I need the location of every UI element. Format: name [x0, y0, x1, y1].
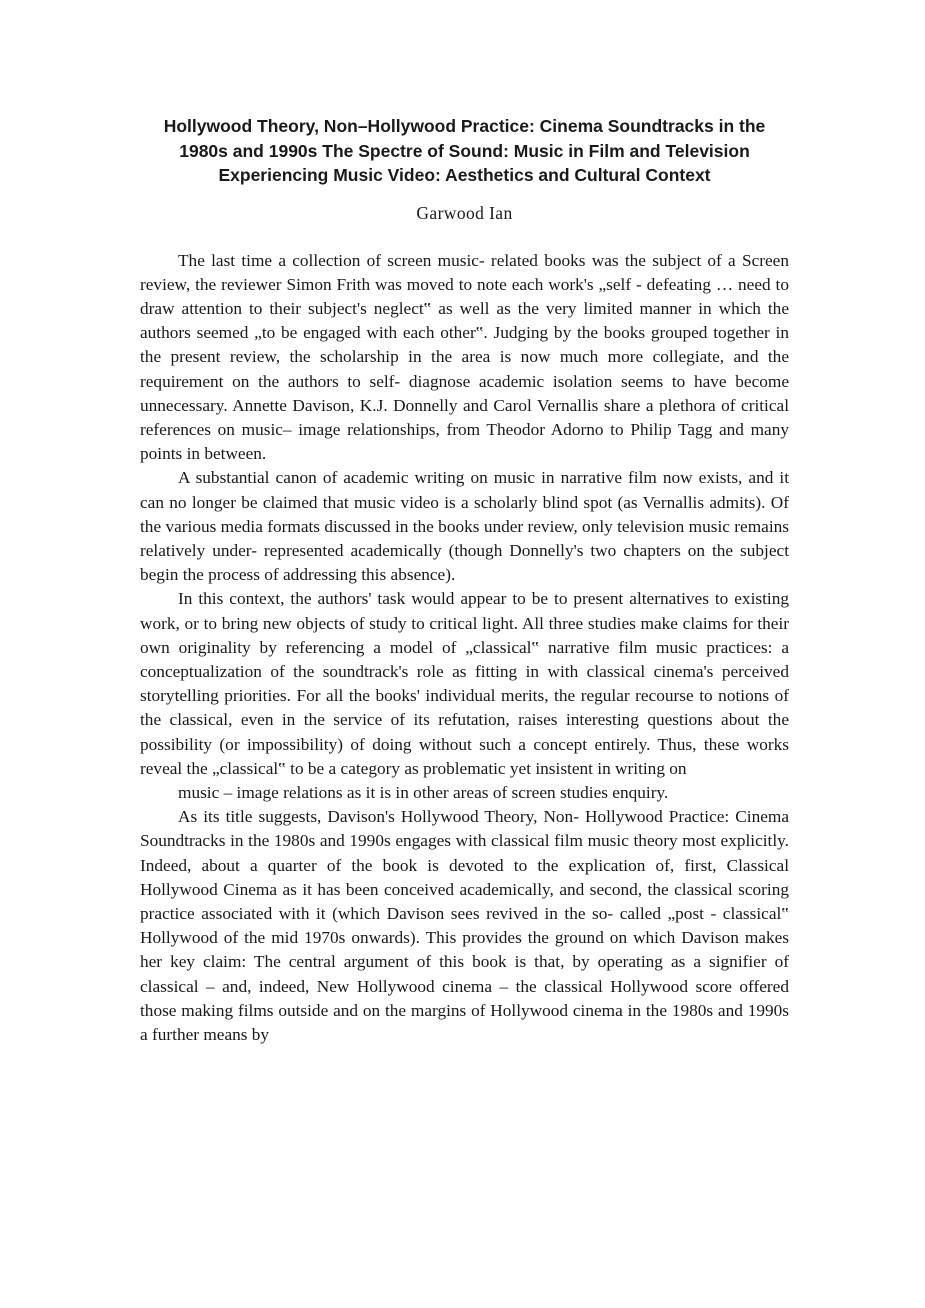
title-line: 1980s and 1990s The Spectre of Sound: Music in Film and Television	[179, 140, 750, 161]
title-line: Experiencing Music Video: Aesthetics and Cultural Context	[218, 165, 711, 185]
paragraph: In this context, the authors' task would appear to be to present alternatives to existing work, or to bring new objects of study to critical light. All three studies make claims for their own originality by referencing a model of „classical‟ narrative film music practices: a conceptualization of the soundtrack's role as fitting in with classical cinema's perceived storytelling priorities. For all the books' individual merits, the regular recourse to notions of the classical, even in the service of its refutation, raises interesting questions about the possibility (or impossibility) of doing without such a concept entirely. Thus, these works reveal the „classical‟ to be a category as problematic yet insistent in writing on	[140, 589, 789, 778]
paragraph: The last time a collection of screen music- related books was the subject of a Screen review, the reviewer Simon Frith was moved to note each work's „self - defeating … need to draw attention to their subject's neglect‟ as well as the very limited manner in which the authors seemed „to be engaged with each other‟. Judging by the books grouped together in the present review, the scholarship in the area is now much more collegiate, and the requirement on the authors to self- diagnose academic isolation seems to have become unnecessary. Annette Davison, K.J. Donnelly and Carol Vernallis share a plethora of critical references on music– image relationships, from Theodor Adorno to Philip Tagg and many points in between.	[140, 250, 789, 464]
body-text	[140, 249, 789, 1048]
title-line: Hollywood Theory, Non–Hollywood Practice: Cinema Soundtracks in the	[163, 116, 766, 136]
author-name: Garwood Ian	[416, 202, 513, 223]
paragraph: A substantial canon of academic writing on music in narrative film now exists, and it can no longer be claimed that music video is a scholarly blind spot (as Vernallis admits). Of the various media formats discussed in the books under review, only television music remains relatively under- represented academically (though Donnelly's two chapters on the subject begin the process of addressing this absence).	[140, 468, 789, 585]
paragraph: As its title suggests, Davison's Hollywood Theory, Non- Hollywood Practice: Cinema Soundtracks in the 1980s and 1990s engages with classical film music theory most explicitly. Indeed, about a quarter of the book is devoted to the explication of, first, Classical Hollywood Cinema as it has been conceived academically, and second, the classical scoring practice associated with it (which Davison sees revived in the so- called „post - classical‟ Hollywood of the mid 1970s onwards). This provides the ground on which Davison makes her key claim: The central argument of this book is that, by operating as a signifier of classical – and, indeed, New Hollywood cinema – the classical Hollywood score offered those making films outside and on the margins of Hollywood cinema in the 1980s and 1990s a further means by	[140, 807, 789, 1044]
document-title	[140, 114, 789, 188]
document-page	[140, 114, 789, 1047]
paragraph: music – image relations as it is in other areas of screen studies enquiry.	[178, 782, 669, 802]
